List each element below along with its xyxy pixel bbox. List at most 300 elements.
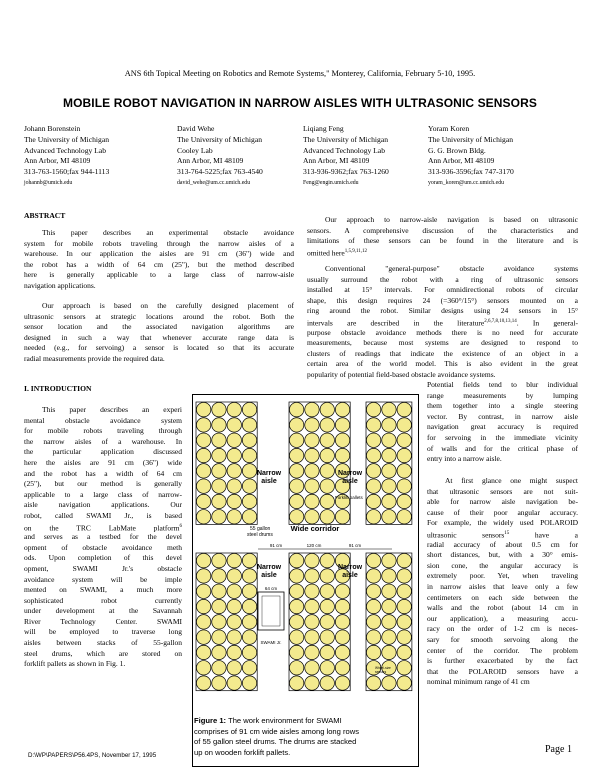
text-line: entry into a narrow aisle. — [427, 454, 502, 464]
author-lab: Cooley Lab — [177, 145, 213, 155]
text-line: River Technology Center. SWAMI — [24, 616, 182, 626]
right-paragraph — [427, 380, 578, 465]
intro-heading: I. INTRODUCTION — [24, 384, 92, 393]
steel-drum — [305, 599, 319, 613]
text-line: here is generally applicable to a large class of narrow-aisle — [24, 270, 294, 280]
steel-drum — [397, 433, 411, 447]
warehouse-diagram — [192, 394, 419, 767]
steel-drum — [242, 676, 256, 690]
steel-drum — [320, 676, 334, 690]
text-line: system for mobile robots traveling through the narrow aisles of a — [24, 238, 294, 248]
text-line: (25"), but our method is generally — [24, 479, 182, 489]
steel-drum — [289, 645, 303, 659]
steel-drum — [289, 448, 303, 462]
steel-drum — [212, 418, 226, 432]
citation-superscript: 1,5,9,11,12 — [344, 248, 368, 254]
steel-drum — [366, 433, 380, 447]
author-address: Ann Arbor, MI 48109 — [303, 156, 370, 166]
aisle-label: Narrow — [337, 470, 363, 477]
text-line: applicable to a large class of narrow- — [24, 489, 182, 499]
steel-drum — [305, 494, 319, 508]
steel-drum — [382, 569, 396, 583]
steel-drum — [289, 402, 303, 416]
text-line: installed at 15° intervals. For omnidirectional robots of circular — [307, 285, 578, 295]
steel-drum — [320, 510, 334, 524]
steel-drum — [227, 464, 241, 478]
steel-drum — [227, 510, 241, 524]
author-name: Yoram Koren — [428, 124, 470, 133]
figure-caption — [194, 716, 417, 758]
steel-drum — [335, 599, 349, 613]
steel-drum — [382, 584, 396, 598]
text-line: designed in such a way that whenever accurate range data is — [24, 332, 294, 342]
steel-drum — [196, 553, 210, 567]
steel-drum — [305, 553, 319, 567]
text-line: needed (e.g., for servoing) a sensor is located so that its accurate — [24, 343, 294, 353]
text-line: mented on SWAMI, a much more — [24, 585, 182, 595]
text-line: Potential fields tend to blur individual — [427, 380, 578, 389]
steel-drum — [382, 418, 396, 432]
text-line: popularity of potential field-based obstacle avoidance systems. — [307, 369, 496, 379]
steel-drum — [305, 448, 319, 462]
text-line: for mobile robots traveling through — [24, 426, 182, 436]
steel-drum — [320, 402, 334, 416]
steel-drum — [227, 676, 241, 690]
author-phone: 313-936-3596;fax 747-3170 — [428, 167, 514, 177]
steel-drum — [289, 630, 303, 644]
steel-drum — [289, 510, 303, 524]
steel-drum — [212, 599, 226, 613]
steel-drum — [196, 615, 210, 629]
text-line: extremely poor. Yet, when traveling — [427, 571, 578, 581]
steel-drum — [227, 615, 241, 629]
author-address: Ann Arbor, MI 48109 — [177, 156, 244, 166]
abstract-paragraph — [24, 301, 294, 365]
steel-drum — [242, 402, 256, 416]
text-line: them together into a single steering — [427, 401, 578, 411]
author-affiliation: The University of Michigan — [428, 134, 513, 144]
steel-drum — [397, 615, 411, 629]
steel-drum — [196, 402, 210, 416]
steel-drum — [196, 676, 210, 690]
steel-drum — [227, 418, 241, 432]
figure-caption-line: comprises of 91 cm wide aisles among long rows — [194, 726, 360, 736]
steel-drum — [366, 479, 380, 493]
steel-drum — [289, 615, 303, 629]
text-line: in narrow aisles that leave only a few — [427, 581, 578, 591]
author-phone: 313-764-5225;fax 763-4540 — [177, 167, 263, 177]
author-block — [177, 124, 307, 189]
steel-drum — [397, 510, 411, 524]
steel-drum — [335, 661, 349, 675]
figure-1 — [192, 394, 419, 767]
steel-drum — [320, 433, 334, 447]
steel-drum — [335, 584, 349, 598]
robot-width-label: 64 cm — [264, 586, 278, 591]
steel-drum — [397, 630, 411, 644]
aisle-label: aisle — [342, 478, 358, 485]
steel-drum — [305, 402, 319, 416]
steel-drum — [212, 433, 226, 447]
steel-drum — [289, 433, 303, 447]
steel-drum — [382, 676, 396, 690]
steel-drum — [227, 479, 241, 493]
page-number: Page 1 — [545, 744, 572, 755]
steel-drum — [227, 599, 241, 613]
steel-drum — [366, 402, 380, 416]
figure-caption-line: up on wooden forklift pallets. — [194, 747, 291, 757]
author-block — [24, 124, 154, 189]
steel-drum — [196, 569, 210, 583]
steel-drum — [366, 645, 380, 659]
steel-drum — [335, 402, 349, 416]
steel-drum — [320, 615, 334, 629]
steel-drum — [196, 584, 210, 598]
text-line: range measurements by lumping — [427, 390, 578, 400]
steel-drum — [212, 630, 226, 644]
steel-drum — [227, 584, 241, 598]
steel-drum — [320, 645, 334, 659]
text-line: avoidance system will be imple — [24, 574, 182, 584]
steel-drum — [212, 676, 226, 690]
steel-drum — [289, 479, 303, 493]
steel-drum — [242, 448, 256, 462]
steel-drum — [196, 599, 210, 613]
steel-drum — [227, 494, 241, 508]
steel-drum — [227, 553, 241, 567]
steel-drum — [397, 645, 411, 659]
sensor-note: sensors — [375, 670, 387, 674]
author-affiliation: The University of Michigan — [177, 134, 262, 144]
steel-drum — [397, 553, 411, 567]
text-line: aisles between stacks of 55-gallon — [24, 638, 182, 648]
text-line: sensor location and the associated navigation algorithms are — [24, 322, 294, 332]
steel-drum — [196, 645, 210, 659]
steel-drum — [382, 645, 396, 659]
text-line: nominal minimum range of 41 cm — [427, 677, 530, 687]
author-affiliation: The University of Michigan — [24, 134, 109, 144]
steel-drum — [242, 553, 256, 567]
steel-drum — [227, 645, 241, 659]
steel-drum — [397, 448, 411, 462]
steel-drum — [382, 630, 396, 644]
sensor-note: Wheel-size — [375, 666, 391, 670]
steel-drum — [305, 418, 319, 432]
steel-drum — [242, 584, 256, 598]
steel-drum — [242, 464, 256, 478]
text-line: steel drums, which are stored on — [24, 648, 182, 658]
text-line: sary for smooth servoing along the — [427, 634, 578, 644]
steel-drum — [335, 433, 349, 447]
text-line: aisle navigation applications. Our — [24, 500, 182, 510]
steel-drum — [382, 479, 396, 493]
steel-drum — [289, 661, 303, 675]
steel-drum — [366, 615, 380, 629]
drums-label: 55 gallon — [250, 526, 271, 532]
steel-drum — [320, 464, 334, 478]
figure-caption-line: of 55 gallon steel drums. The drums are stacked — [194, 737, 357, 746]
author-address: Ann Arbor, MI 48109 — [428, 156, 495, 166]
steel-drum — [320, 630, 334, 644]
steel-drum — [196, 630, 210, 644]
citation-superscript: 2,6,7,8,10,13,14 — [484, 318, 517, 324]
steel-drum — [335, 615, 349, 629]
text-line: certain area of the world model. This is also evident in the great — [307, 359, 578, 369]
steel-drum — [196, 418, 210, 432]
steel-drum — [212, 569, 226, 583]
author-email: david_wehe@um.cc.umich.edu — [177, 179, 251, 186]
steel-drum — [366, 448, 380, 462]
steel-drum — [212, 448, 226, 462]
right-paragraph — [427, 476, 578, 688]
steel-drum — [397, 599, 411, 613]
steel-drum — [227, 569, 241, 583]
author-affiliation: The University of Michigan — [303, 134, 388, 144]
text-line: and serves as a testbed for the devel — [24, 532, 182, 542]
steel-drum — [305, 645, 319, 659]
steel-drum — [366, 599, 380, 613]
steel-drum — [382, 615, 396, 629]
text-line: ultrasonic sensors$^{15}$ have a — [427, 530, 578, 540]
text-line: sophisticated robot currently — [24, 595, 182, 605]
footer-path: D:\WP\PAPERS\P56.4PS, November 17, 1995 — [28, 752, 157, 759]
steel-drum — [242, 433, 256, 447]
steel-drum — [366, 676, 380, 690]
steel-drum — [242, 494, 256, 508]
aisle-label: aisle — [261, 478, 277, 485]
drums-label: steel drums — [247, 532, 273, 538]
text-line: centimeters on each side between the — [427, 592, 578, 602]
steel-drum — [320, 553, 334, 567]
text-line: intervals are described in the literature$^{2,6,7,8,10,13,14}$. In general- — [307, 318, 578, 328]
steel-drum — [320, 584, 334, 598]
steel-drum — [212, 553, 226, 567]
text-line: opment, SWAMI Jr.'s obstacle — [24, 563, 182, 573]
text-line: sion cone, the angular accuracy is — [427, 560, 578, 570]
text-line: ultrasonic sensors at strategic locations around the robot. Both the — [24, 311, 294, 321]
steel-drum — [397, 569, 411, 583]
abstract-paragraph — [24, 228, 294, 292]
text-line: navigation great accuracy is required — [427, 422, 578, 432]
corridor-label: Wide corridor — [290, 524, 340, 533]
text-line: clusters of readings that indicate the existence of an object in a — [307, 348, 578, 358]
steel-drum — [305, 510, 319, 524]
text-line: radial accuracy of about 0.5 cm for — [427, 539, 578, 549]
steel-drum — [320, 479, 334, 493]
steel-drum — [196, 494, 210, 508]
steel-drum — [196, 661, 210, 675]
text-line: measurements, because most systems are designed to respond to — [307, 338, 578, 348]
text-line: warehouse. In our application the aisles are 91 cm (36") wide and — [24, 249, 294, 259]
steel-drum — [212, 615, 226, 629]
steel-drum — [305, 433, 319, 447]
text-line: will be employed to traverse long — [24, 627, 182, 637]
steel-drum — [242, 615, 256, 629]
steel-drum — [382, 494, 396, 508]
text-line: ring around the robot. Similar designs using 24 sensors in 15° — [307, 306, 578, 316]
steel-drum — [289, 676, 303, 690]
author-phone: 313-763-1560;fax 944-1113 — [24, 167, 110, 177]
text-line: forklift pallets as shown in Fig. 1. — [24, 659, 126, 669]
steel-drum — [397, 464, 411, 478]
steel-drum — [212, 464, 226, 478]
steel-drum — [212, 584, 226, 598]
steel-drum — [382, 448, 396, 462]
steel-drum — [242, 418, 256, 432]
text-line: under development at the Savannah — [24, 606, 182, 616]
author-phone: 313-936-9362;fax 763-1260 — [303, 167, 389, 177]
steel-drum — [382, 433, 396, 447]
steel-drum — [305, 676, 319, 690]
steel-drum — [289, 553, 303, 567]
author-email: yoram_koren@um.cc.umich.edu — [428, 179, 505, 186]
steel-drum — [305, 615, 319, 629]
steel-drum — [196, 510, 210, 524]
text-line: limitations of these sensors can be found in the literature and is — [307, 236, 578, 246]
steel-drum — [227, 433, 241, 447]
author-lab: Advanced Technology Lab — [303, 145, 385, 155]
intro-paragraph — [24, 405, 182, 670]
steel-drum — [397, 661, 411, 675]
steel-drum — [335, 676, 349, 690]
dimension-label: 91 cm — [269, 543, 283, 548]
aisle-label: aisle — [342, 572, 358, 579]
steel-drum — [397, 418, 411, 432]
steel-drum — [305, 584, 319, 598]
steel-drum — [227, 630, 241, 644]
steel-drum — [212, 510, 226, 524]
steel-drum — [366, 630, 380, 644]
steel-drum — [335, 510, 349, 524]
steel-drum — [397, 676, 411, 690]
abstract-heading: ABSTRACT — [24, 211, 66, 220]
steel-drum — [289, 599, 303, 613]
steel-drum — [242, 479, 256, 493]
steel-drum — [305, 464, 319, 478]
steel-drum — [242, 661, 256, 675]
steel-drum — [305, 661, 319, 675]
steel-drum — [305, 630, 319, 644]
steel-drum — [366, 584, 380, 598]
dimension-label: 120 cm — [306, 543, 322, 548]
paper-title: MOBILE ROBOT NAVIGATION IN NARROW AISLES WITH ULTRASONIC SENSORS — [63, 96, 537, 110]
steel-drum — [289, 494, 303, 508]
steel-drum — [242, 599, 256, 613]
steel-drum — [335, 645, 349, 659]
steel-drum — [320, 569, 334, 583]
text-line: the narrow aisles of a warehouse. In — [24, 436, 182, 446]
dimension-label: 91 cm — [348, 543, 362, 548]
aisle-label: Narrow — [256, 564, 282, 571]
text-line: racy on the order of 1-2 cm is neces- — [427, 624, 578, 634]
citation-superscript: 6 — [179, 523, 182, 529]
steel-drum — [335, 448, 349, 462]
steel-drum — [320, 494, 334, 508]
right-paragraph — [307, 264, 578, 381]
steel-drum — [227, 448, 241, 462]
steel-drum — [397, 479, 411, 493]
steel-drum — [382, 599, 396, 613]
steel-drum — [382, 464, 396, 478]
text-line: usually surround the robot with a ring of ultrasonic sensors — [307, 274, 578, 284]
text-line: sensors. A comprehensive discussion of the characteristics and — [307, 225, 578, 235]
steel-drum — [366, 569, 380, 583]
steel-drum — [289, 418, 303, 432]
steel-drum — [227, 661, 241, 675]
steel-drum — [397, 402, 411, 416]
text-line: At first glance one might suspect — [445, 476, 578, 485]
author-block — [303, 124, 433, 189]
steel-drum — [242, 510, 256, 524]
robot-label: SWAMI Jr. — [260, 640, 282, 645]
steel-drum — [196, 479, 210, 493]
steel-drum — [289, 464, 303, 478]
steel-drum — [212, 661, 226, 675]
text-line: center of the corridor. The problem — [427, 645, 578, 655]
steel-drum — [242, 630, 256, 644]
text-line: that ultrasonic sensors are not suit- — [427, 486, 578, 496]
steel-drum — [196, 464, 210, 478]
author-name: Johann Borenstein — [24, 124, 81, 133]
text-line: navigation applications. — [24, 280, 96, 290]
steel-drum — [305, 479, 319, 493]
text-line: the robot has a width of 64 cm (25"), but the method described — [24, 259, 294, 269]
text-line: robot, called SWAMI Jr., is based — [24, 510, 182, 520]
steel-drum — [382, 402, 396, 416]
steel-drum — [335, 630, 349, 644]
steel-drum — [320, 418, 334, 432]
aisle-label: Narrow — [337, 564, 363, 571]
text-line: our application), a measuring accu- — [427, 613, 578, 623]
author-lab: G. G. Brown Bldg. — [428, 145, 486, 155]
author-name: David Wehe — [177, 124, 215, 133]
text-line: here the aisles are 91 cm (36") wide — [24, 457, 182, 467]
text-line: shape, this design requires 24 (=360°/15°) sensors mounted on a — [307, 295, 578, 305]
steel-drum — [397, 494, 411, 508]
steel-drum — [366, 494, 380, 508]
figure-caption-line: The work environment for SWAMI — [228, 716, 342, 725]
author-email: Feng@engin.umich.edu — [303, 179, 359, 186]
text-line: This paper describes an experi — [42, 405, 182, 414]
text-line: Conventional "general-purpose" obstacle avoidance systems — [325, 264, 578, 273]
text-line: opment of obstacle avoidance meth — [24, 542, 182, 552]
steel-drum — [227, 402, 241, 416]
aisle-label: aisle — [261, 572, 277, 579]
author-block — [428, 124, 558, 189]
steel-drum — [335, 418, 349, 432]
steel-drum — [366, 464, 380, 478]
text-line: omitted here$^{1,5,9,11,12}$ — [307, 248, 368, 258]
text-line: For example, the widely used POLAROID — [427, 518, 578, 528]
figure-caption-label: Figure 1: — [194, 716, 227, 725]
steel-drum — [397, 584, 411, 598]
text-line: walls and the robot (about 14 cm in — [427, 603, 578, 613]
text-line: on the TRC LabMate platform$^6$ — [24, 523, 182, 533]
text-line: purpose obstacle avoidance methods there is no need for accurate — [307, 327, 578, 337]
text-line: vector. By contrast, in narrow aisle — [427, 411, 578, 421]
text-line: This paper describes an experimental obstacle avoidance — [42, 228, 294, 237]
steel-drum — [196, 448, 210, 462]
author-name: Liqiang Feng — [303, 124, 344, 133]
steel-drum — [242, 569, 256, 583]
aisle-label: Narrow — [256, 470, 282, 477]
text-line: cause of their poor angular accuracy. — [427, 507, 578, 517]
steel-drum — [212, 479, 226, 493]
steel-drum — [212, 402, 226, 416]
right-paragraph — [307, 215, 578, 257]
text-line: is further exacerbated by the fact — [427, 656, 578, 666]
steel-drum — [196, 433, 210, 447]
